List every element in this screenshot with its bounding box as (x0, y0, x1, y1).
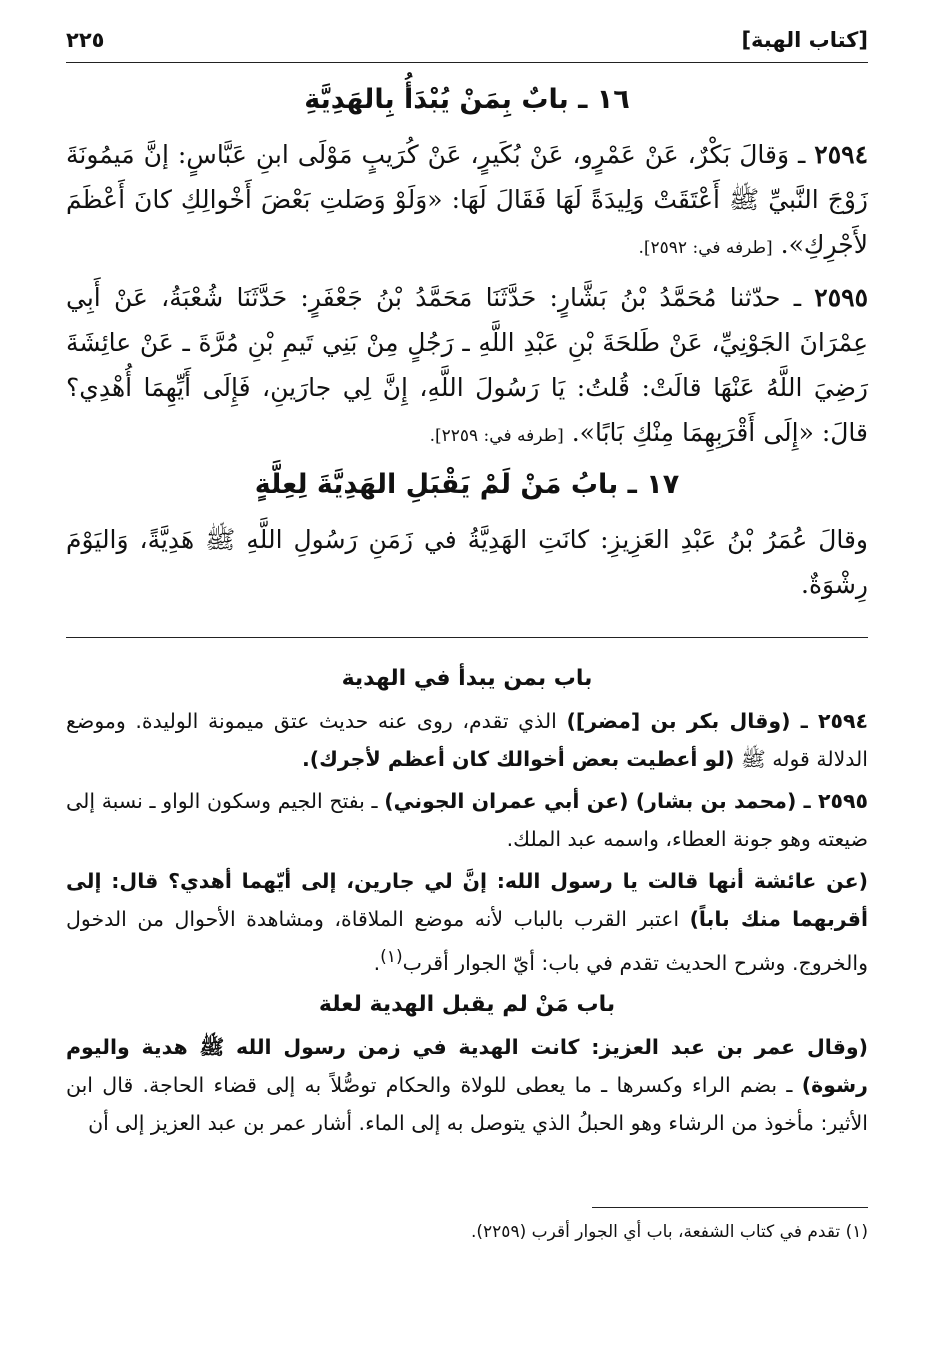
hadith-2595 (66, 275, 868, 459)
footnote-rule (592, 1207, 868, 1208)
commentary (66, 660, 868, 1146)
hadith-2594-number: ٢٥٩٤ (814, 140, 868, 169)
commentary-2595-lemma: ٢٥٩٥ ـ (محمد بن بشار) (عن أبي عمران الجوني) (384, 789, 869, 813)
commentary-aisha-text: اعتبر القرب بالباب لأنه موضع الملاقاة، ومشاهدة الأحوال من الدخول والخروج. وشرح الحديث تقدم في باب: أيّ الجوار أقرب (66, 907, 868, 975)
chapter-16-title: ١٦ ـ بابٌ بِمَنْ يُبْدَأُ بِالهَدِيَّةِ (304, 84, 630, 115)
hadith-2595-number: ٢٥٩٥ (814, 283, 868, 312)
page-header (66, 28, 868, 62)
commentary-aisha-end: . (373, 950, 381, 975)
footnote (66, 1218, 868, 1246)
commentary-separator (66, 637, 868, 638)
hadith-2594-text: ـ وَقالَ بَكْرٌ، عَنْ عَمْرٍو، عَنْ بُكَيرٍ، عَنْ كُرَيبٍ مَوْلَى ابنِ عَبَّاسٍ: إنَّ مَيمُونَةَ زَوْجَ النَّبيِّ ﷺ أَعْتَقَتْ وَلِيدَةً لَهَا فَقَالَ لَهَا: «وَلَوْ وَصَلتِ بَعْضَ أَخْوالِكِ كانَ أَعْظَمَ لأَجْرِكِ». (66, 140, 868, 259)
commentary-heading-2: باب مَنْ لم يقبل الهدية لعلة (318, 991, 616, 1017)
commentary-aisha-lemma: (عن عائشة أنها قالت يا رسول الله: إنَّ لي جارين، إلى أيّهما أهدي؟ قال: إلى أقربهما منك باباً) (66, 869, 868, 931)
hadith-2594-ref: [طرفه في: ٢٥٩٢]. (638, 238, 773, 258)
commentary-heading-1: باب بمن يبدأ في الهدية (341, 666, 593, 691)
footnote-reference[interactable]: (١) (380, 947, 403, 967)
commentary-2594-quote: (لو أعطيت بعض أخوالك كان أعظم لأجرك). (301, 747, 735, 771)
commentary-umar-lemma: (وقال عمر بن عبد العزيز: كانت الهدية في زمن رسول الله ﷺ هدية واليوم رشوة) (66, 1034, 868, 1097)
commentary-umar (66, 1028, 868, 1142)
commentary-2594-lemma: ٢٥٩٤ ـ (وقال بكر بن [مضر]) (566, 709, 869, 733)
commentary-2595-text: ـ بفتح الجيم وسكون الواو ـ نسبة إلى ضيعته وهو جونة العطاء، واسمه عبد الملك. (66, 789, 868, 851)
footnote-marker: (١) (845, 1222, 868, 1242)
main-text (66, 78, 868, 611)
header-rule (66, 62, 868, 63)
hadith-2595-ref: [طرفه في: ٢٢٥٩]. (429, 426, 564, 446)
commentary-2594 (66, 702, 868, 778)
commentary-2595-aisha (66, 862, 868, 982)
commentary-2594-text: الذي تقدم، روى عنه حديث عتق ميمونة الوليدة. وموضع الدلالة قوله ﷺ (66, 709, 868, 771)
hadith-2595-text: ـ حدّثنا مُحَمَّدُ بْنُ بَشَّارٍ: حَدَّثَنَا مَحَمَّدُ بْنُ جَعْفَرٍ: حَدَّثَنَا شُعْبَةُ، عَنْ أَبِي عِمْرَانَ الجَوْنِيِّ، عَنْ طَلحَةَ بْنِ عَبْدِ اللَّهِ ـ رَجُلٍ مِنْ بَنِي تَيمِ بْنِ مُرَّةَ ـ عَنْ عائِشَةَ رَضِيَ اللَّهُ عَنْهَا قالَتْ: قُلتُ: يَا رَسُولَ اللَّهِ، إِنَّ لِي جارَينِ، فَإِلَى أَيِّهِمَا أُهْدِي؟ قالَ: «إِلَى أَقْرَبِهِمَا مِنْكِ بَابًا». (66, 283, 868, 447)
chapter-17-title: ١٧ ـ بابُ مَنْ لَمْ يَقْبَلِ الهَدِيَّةَ لِعِلَّةٍ (254, 469, 680, 500)
book-title: [كتاب الهبة] (741, 28, 868, 52)
page-number: ٢٢٥ (66, 28, 105, 52)
chapter-17-text: وقالَ عُمَرُ بْنُ عَبْدِ العَزِيزِ: كانَتِ الهَدِيَّةُ في زَمَنِ رَسُولِ اللَّهِ ﷺ هَدِيَّةً، وَاليَوْمَ رِشْوَةٌ. (66, 525, 868, 599)
footnote-text: تقدم في كتاب الشفعة، باب أي الجوار أقرب (٢٢٥٩). (471, 1222, 841, 1242)
commentary-2595 (66, 782, 868, 858)
commentary-umar-text: ـ بضم الراء وكسرها ـ ما يعطى للولاة والحكام توصُّلاً به إلى قضاء الحاجة. قال ابن الأثير: مأخوذ من الرشاء وهو الحبلُ الذي يتوصل به إلى الماء. أشار عمر بن عبد العزيز إلى أن (66, 1072, 868, 1135)
hadith-2594 (66, 132, 868, 271)
